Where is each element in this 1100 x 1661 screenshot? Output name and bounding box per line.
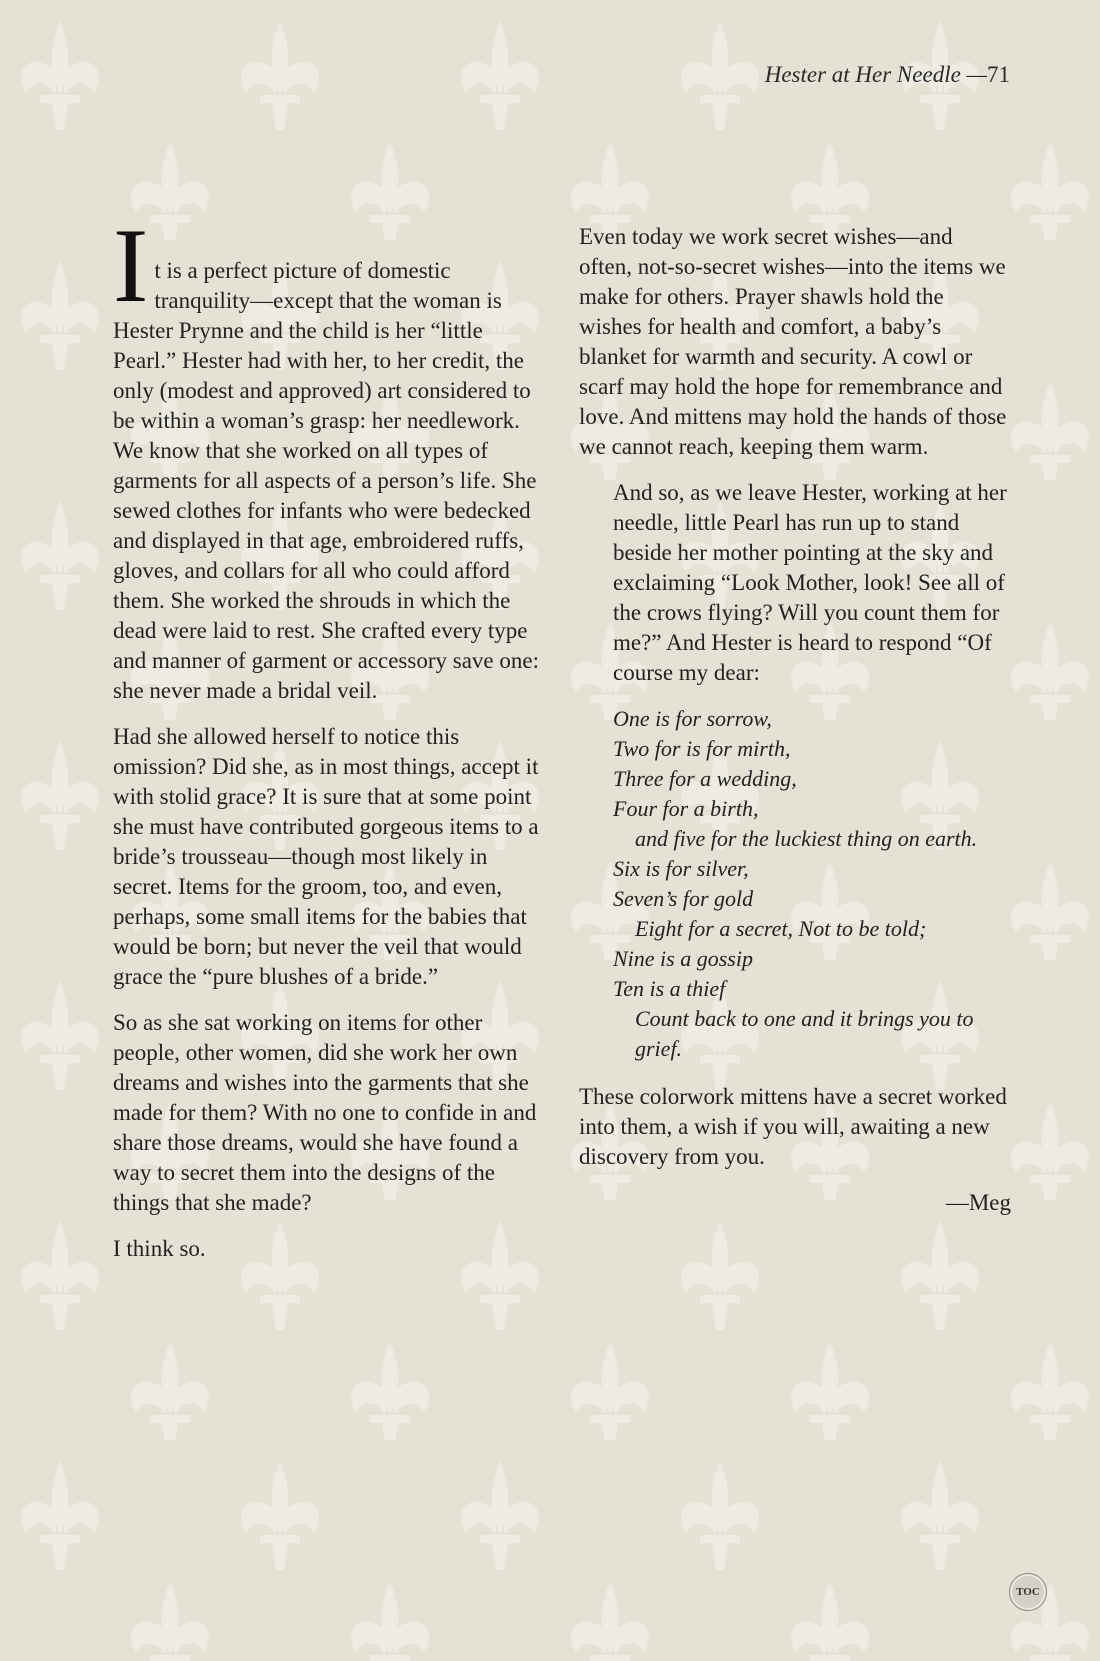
poem-line: and five for the luckiest thing on earth. (635, 826, 978, 851)
paragraph: I think so. (113, 1236, 206, 1261)
poem-line: Ten is a thief (613, 976, 726, 1001)
poem-line: Six is for silver, (613, 856, 749, 881)
indented-paragraph: And so, as we leave Hester, working at her needle, little Pearl has run up to stand beside her mother pointing at the sky and exclaiming “Look Mother, look! See all of the crows flying? Will you count them for me?” And Hester is heard to respond “Of course my dear: (613, 480, 1007, 685)
running-header (765, 62, 1010, 88)
paragraph: These colorwork mittens have a secret worked into them, a wish if you will, awaiting a new discovery from you. (579, 1084, 1007, 1169)
toc-button-label: TOC (1016, 1586, 1040, 1598)
poem-line: Two for is for mirth, (613, 736, 791, 761)
counting-crows-poem (613, 704, 1011, 1064)
drop-cap: I (113, 207, 149, 324)
toc-button[interactable] (1009, 1573, 1047, 1611)
poem-line: Count back to one and it brings you to grief. (635, 1006, 974, 1061)
opening-paragraph (113, 207, 543, 706)
poem-line: Four for a birth, (613, 796, 759, 821)
left-column (113, 207, 543, 1280)
poem-line: Nine is a gossip (613, 946, 753, 971)
header-dash: — (960, 62, 987, 87)
page-number: 71 (987, 62, 1010, 87)
poem-line: One is for sorrow, (613, 706, 772, 731)
paragraph: Had she allowed herself to notice this omission? Did she, as in most things, accept it with stolid grace? It is sure that at some point she must have contributed gorgeous items to a bride’s trousseau—though most likely in secret. Items for the groom, too, and even, perhaps, some small items for the babies that would be born; but never the veil that would grace the “pure blushes of a bride.” (113, 724, 539, 989)
opening-paragraph-text: t is a perfect picture of domestic tranquility—except that the woman is Hester Prynne and the child is her “little Pearl.” Hester had with her, to her credit, the only (modest and approved) art considered to be within a woman’s grasp: her needlework. We know that she worked on all types of garments for all aspects of a person’s life. She sewed clothes for infants who were bedecked and displayed in that age, embroidered ruffs, gloves, and collars for all who could afford them. She worked the shrouds in which the dead were laid to rest. She crafted every type and manner of garment or accessory save one: she never made a bridal veil. (113, 258, 539, 703)
poem-line: Eight for a secret, Not to be told; (635, 916, 927, 941)
right-column (579, 222, 1011, 1234)
poem-line: Seven’s for gold (613, 886, 754, 911)
author-signoff: —Meg (945, 1190, 1011, 1215)
paragraph: So as she sat working on items for other people, other women, did she work her own dreams and wishes into the garments that she made for them? With no one to confide in and share those dreams, would she have found a way to secret them into the designs of the things that she made? (113, 1010, 537, 1215)
paragraph: Even today we work secret wishes—and often, not-so-secret wishes—into the items we make for others. Prayer shawls hold the wishes for health and comfort, a baby’s blanket for warmth and security. A cowl or scarf may hold the hope for remembrance and love. And mittens may hold the hands of those we cannot reach, keeping them warm. (579, 224, 1007, 459)
poem-line: Three for a wedding, (613, 766, 797, 791)
running-title: Hester at Her Needle (764, 62, 961, 87)
